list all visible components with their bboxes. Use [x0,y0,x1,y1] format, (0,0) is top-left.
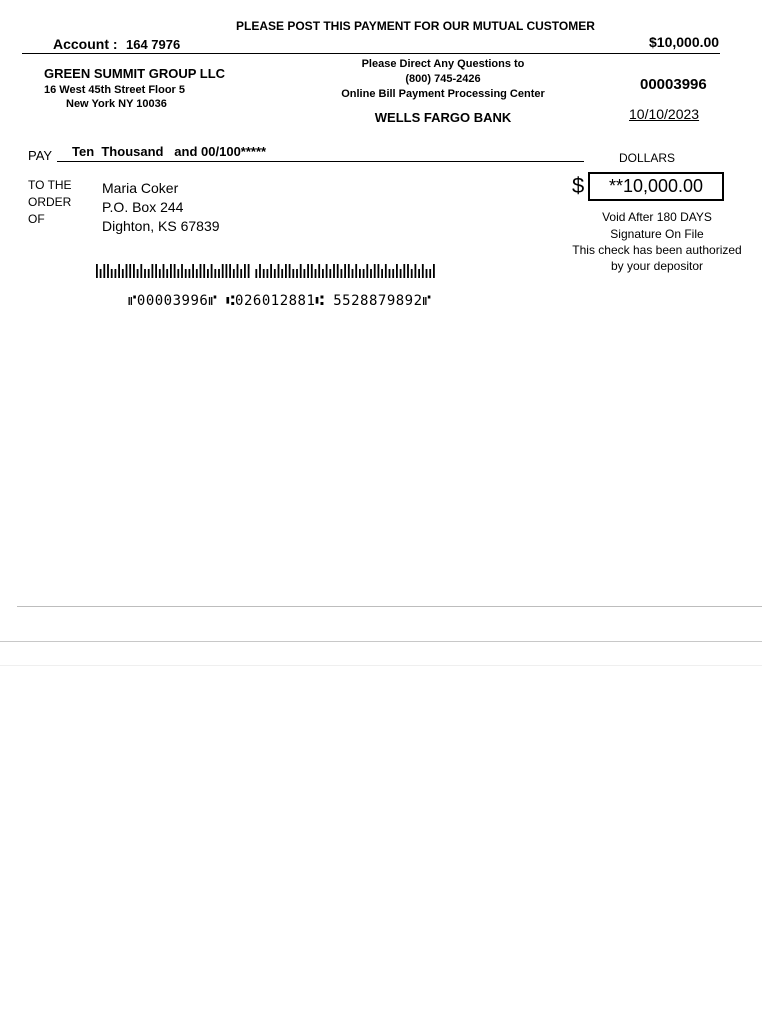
barcode-bar [304,269,306,278]
barcode-bar [281,269,283,278]
questions-label: Please Direct Any Questions to [361,58,525,70]
barcode-bar [352,269,354,278]
barcode-bar [203,264,205,278]
barcode-bar [177,269,179,278]
account-label: Account : [53,36,118,52]
to-the-order-of-label: TO THE ORDER OF [28,178,72,226]
amount-box: **10,000.00 [588,172,724,201]
barcode-bar [326,264,328,278]
barcode-bar [385,264,387,278]
payer-name: GREEN SUMMIT GROUP LLC [44,66,226,81]
barcode-bar [137,269,139,278]
barcode-bar [311,264,313,278]
barcode-bar [174,264,176,278]
barcode-bar [274,269,276,278]
payer-address-line2: New York NY 10036 [66,98,167,110]
barcode-bar [403,264,405,278]
barcode-bar [166,269,168,278]
barcode-bar [118,264,120,278]
payer-address-line1: 16 West 45th Street Floor 5 [44,84,186,96]
barcode-bar [307,264,309,278]
barcode-bar [359,269,361,278]
barcode-bar [337,264,339,278]
barcode-bar [185,269,187,278]
check-date: 10/10/2023 [629,106,700,122]
barcode-bar [278,264,280,278]
void-after-note: Void After 180 DAYS [602,210,712,224]
barcode-bar [181,264,183,278]
header-amount: $10,000.00 [649,34,720,50]
amount-in-words: Ten Thousand and 00/100***** [72,144,267,159]
payee-address-line1: P.O. Box 244 [102,199,184,215]
barcode-bar [107,264,109,278]
check-header-title: PLEASE POST THIS PAYMENT FOR OUR MUTUAL CUSTOMER [236,19,595,33]
barcode-bar [300,264,302,278]
barcode-bar [292,269,294,278]
barcode-bar [244,264,246,278]
page-divider [0,665,762,666]
barcode-bar [296,269,298,278]
barcode-bar [407,264,409,278]
barcode-bar [218,269,220,278]
barcode-bar [237,264,239,278]
barcode-bar [196,269,198,278]
barcode-bar [374,264,376,278]
barcode-bar [270,264,272,278]
barcode-bar [348,264,350,278]
barcode-bar [429,269,431,278]
barcode-bar [363,269,365,278]
barcode-bar [229,264,231,278]
barcode-bar [370,269,372,278]
barcode-bar [155,264,157,278]
header-divider [22,53,720,54]
account-number: 164 7976 [126,37,181,52]
authorized-note: This check has been authorized [572,243,742,257]
barcode-bar [226,264,228,278]
bank-name: WELLS FARGO BANK [374,110,512,125]
page-divider [17,606,762,607]
pay-label: PAY [28,148,53,163]
pay-line [57,161,584,162]
barcode-bar [422,264,424,278]
postal-barcode [96,264,438,278]
barcode-bar [214,269,216,278]
barcode-bar [400,269,402,278]
check-number: 00003996 [640,76,707,93]
barcode-bar [207,269,209,278]
barcode-bar [392,269,394,278]
barcode-bar [389,269,391,278]
barcode-bar [240,269,242,278]
barcode-bar [103,264,105,278]
barcode-bar [140,264,142,278]
barcode-bar [126,264,128,278]
barcode-bar [267,269,269,278]
barcode-bar [355,264,357,278]
barcode-bar [211,264,213,278]
barcode-bar [315,269,317,278]
barcode-bar [366,264,368,278]
barcode-bar [192,264,194,278]
barcode-bar [248,264,250,278]
barcode-bar [426,269,428,278]
barcode-bar [289,264,291,278]
page-divider [0,641,762,642]
signature-on-file-note: Signature On File [610,227,704,241]
barcode-bar [170,264,172,278]
barcode-bar [96,264,98,278]
barcode-bar [396,264,398,278]
barcode-bar [341,269,343,278]
barcode-bar [222,264,224,278]
payee-address-line2: Dighton, KS 67839 [102,218,220,234]
barcode-bar [122,269,124,278]
payee-name: Maria Coker [102,180,179,196]
questions-phone: (800) 745-2426 [405,73,481,85]
barcode-bar [129,264,131,278]
dollars-label: DOLLARS [619,151,676,165]
barcode-bar [152,264,154,278]
barcode-bar [259,264,261,278]
barcode-bar [344,264,346,278]
barcode-bar [378,264,380,278]
barcode-bar [318,264,320,278]
barcode-bar [159,269,161,278]
barcode-bar [144,269,146,278]
barcode-bar [285,264,287,278]
barcode-bar [322,269,324,278]
barcode-bar [418,269,420,278]
barcode-bar [233,269,235,278]
barcode-bar [255,269,257,278]
barcode-bar [329,269,331,278]
barcode-bar [148,269,150,278]
barcode-bar [111,269,113,278]
processing-center-label: Online Bill Payment Processing Center [341,88,545,100]
barcode-bar [189,269,191,278]
barcode-bar [115,269,117,278]
barcode-bar [333,264,335,278]
barcode-bar [381,269,383,278]
barcode-bar [411,269,413,278]
barcode-bar [133,264,135,278]
barcode-bar [200,264,202,278]
depositor-note: by your depositor [610,259,704,273]
micr-line: ⑈00003996⑈ ⑆026012881⑆ 5528879892⑈ [128,293,432,309]
barcode-bar [415,264,417,278]
dollar-sign: $ [572,173,585,198]
barcode-bar [433,264,435,278]
barcode-bar [100,269,102,278]
barcode-bar [163,264,165,278]
barcode-bar [263,269,265,278]
